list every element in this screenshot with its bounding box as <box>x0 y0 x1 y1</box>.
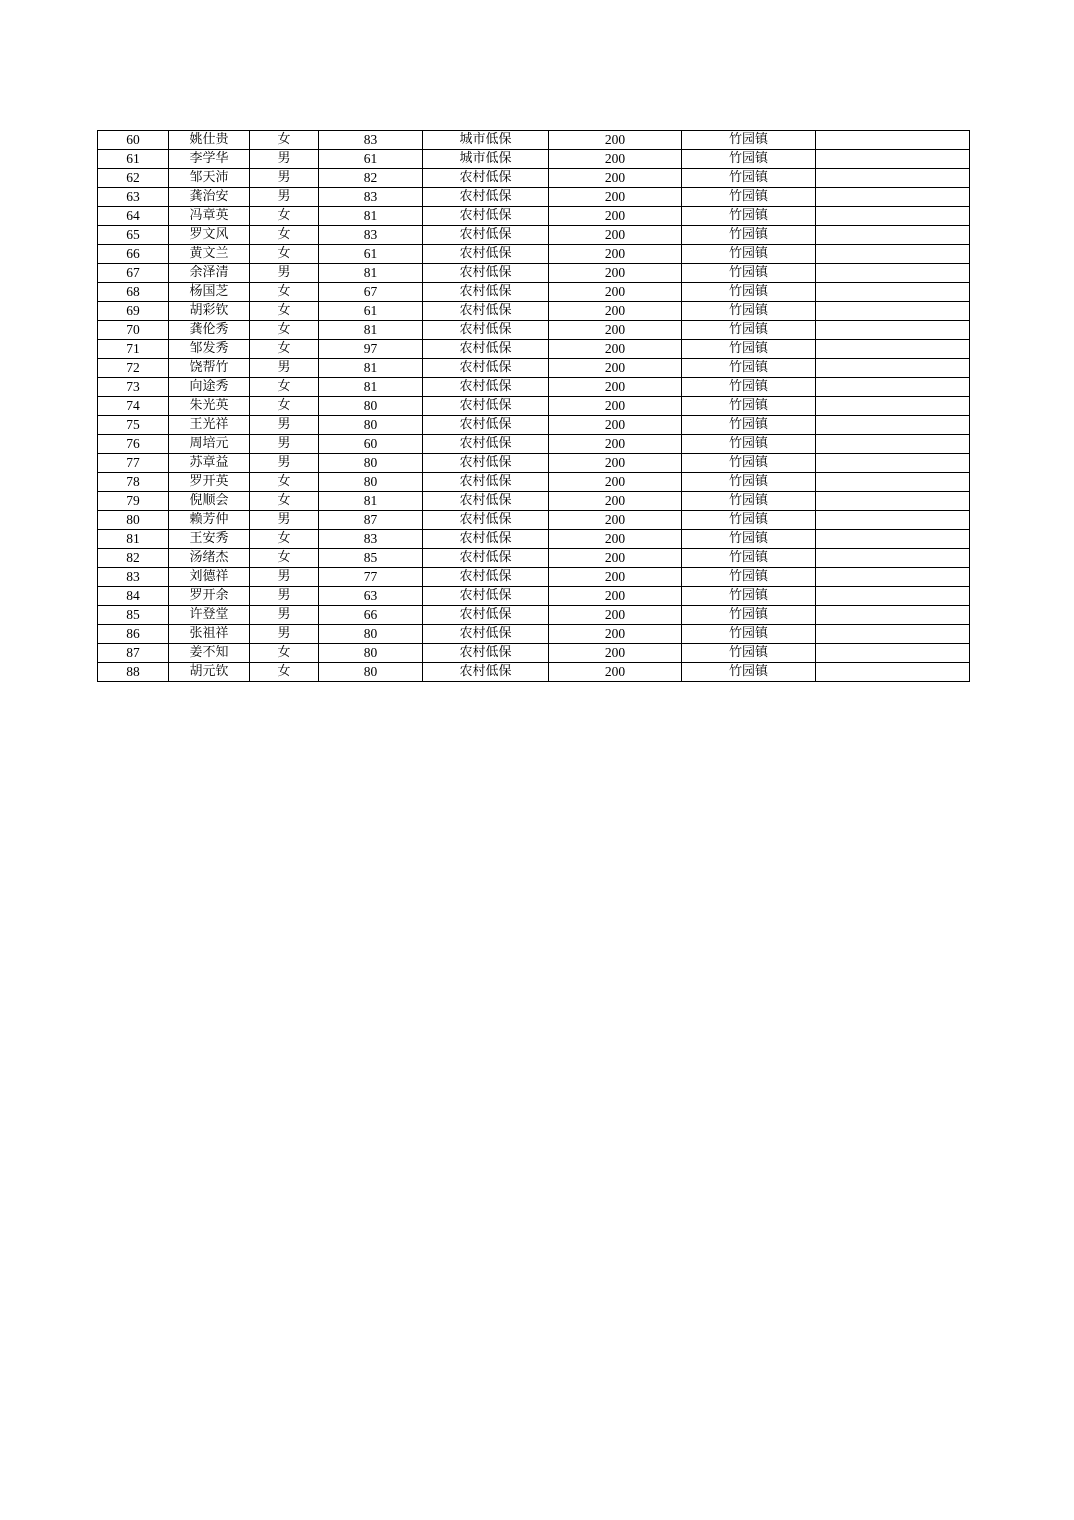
row-number-cell: 64 <box>98 207 169 226</box>
amount-cell: 200 <box>549 131 682 150</box>
row-number-cell: 77 <box>98 454 169 473</box>
aid-type-cell: 农村低保 <box>423 530 549 549</box>
gender-cell: 女 <box>250 283 319 302</box>
amount-cell: 200 <box>549 188 682 207</box>
age-cell: 83 <box>319 226 423 245</box>
table-row <box>98 435 970 454</box>
amount-cell: 200 <box>549 435 682 454</box>
row-number-cell: 60 <box>98 131 169 150</box>
row-number-cell: 70 <box>98 321 169 340</box>
age-cell: 80 <box>319 397 423 416</box>
town-cell: 竹园镇 <box>682 321 816 340</box>
row-number-cell: 67 <box>98 264 169 283</box>
age-cell: 80 <box>319 454 423 473</box>
aid-type-cell: 农村低保 <box>423 245 549 264</box>
town-cell: 竹园镇 <box>682 131 816 150</box>
amount-cell: 200 <box>549 663 682 682</box>
name-cell: 冯章英 <box>169 207 250 226</box>
row-number-cell: 88 <box>98 663 169 682</box>
name-cell: 余泽清 <box>169 264 250 283</box>
table-row <box>98 530 970 549</box>
remark-cell <box>816 473 970 492</box>
name-cell: 汤绪杰 <box>169 549 250 568</box>
age-cell: 81 <box>319 492 423 511</box>
row-number-cell: 78 <box>98 473 169 492</box>
row-number-cell: 80 <box>98 511 169 530</box>
table-row <box>98 663 970 682</box>
aid-type-cell: 农村低保 <box>423 625 549 644</box>
table-row <box>98 492 970 511</box>
amount-cell: 200 <box>549 359 682 378</box>
gender-cell: 女 <box>250 302 319 321</box>
name-cell: 王安秀 <box>169 530 250 549</box>
amount-cell: 200 <box>549 378 682 397</box>
gender-cell: 女 <box>250 549 319 568</box>
aid-type-cell: 农村低保 <box>423 473 549 492</box>
remark-cell <box>816 169 970 188</box>
gender-cell: 女 <box>250 226 319 245</box>
remark-cell <box>816 321 970 340</box>
town-cell: 竹园镇 <box>682 207 816 226</box>
remark-cell <box>816 302 970 321</box>
table-row <box>98 549 970 568</box>
remark-cell <box>816 378 970 397</box>
age-cell: 83 <box>319 530 423 549</box>
amount-cell: 200 <box>549 644 682 663</box>
age-cell: 81 <box>319 378 423 397</box>
table-row <box>98 378 970 397</box>
row-number-cell: 83 <box>98 568 169 587</box>
row-number-cell: 82 <box>98 549 169 568</box>
gender-cell: 男 <box>250 511 319 530</box>
age-cell: 81 <box>319 264 423 283</box>
gender-cell: 男 <box>250 454 319 473</box>
age-cell: 67 <box>319 283 423 302</box>
age-cell: 80 <box>319 625 423 644</box>
table-row <box>98 131 970 150</box>
aid-type-cell: 农村低保 <box>423 169 549 188</box>
amount-cell: 200 <box>549 207 682 226</box>
name-cell: 王光祥 <box>169 416 250 435</box>
amount-cell: 200 <box>549 454 682 473</box>
row-number-cell: 85 <box>98 606 169 625</box>
amount-cell: 200 <box>549 340 682 359</box>
town-cell: 竹园镇 <box>682 245 816 264</box>
name-cell: 赖芳仲 <box>169 511 250 530</box>
table-row <box>98 169 970 188</box>
town-cell: 竹园镇 <box>682 663 816 682</box>
gender-cell: 男 <box>250 359 319 378</box>
gender-cell: 女 <box>250 492 319 511</box>
table-body <box>98 131 970 682</box>
town-cell: 竹园镇 <box>682 264 816 283</box>
remark-cell <box>816 226 970 245</box>
table-row <box>98 302 970 321</box>
table-row <box>98 207 970 226</box>
town-cell: 竹园镇 <box>682 397 816 416</box>
table-row <box>98 150 970 169</box>
amount-cell: 200 <box>549 321 682 340</box>
name-cell: 罗开英 <box>169 473 250 492</box>
town-cell: 竹园镇 <box>682 226 816 245</box>
remark-cell <box>816 435 970 454</box>
table-row <box>98 264 970 283</box>
remark-cell <box>816 587 970 606</box>
table-row <box>98 188 970 207</box>
name-cell: 周培元 <box>169 435 250 454</box>
town-cell: 竹园镇 <box>682 340 816 359</box>
amount-cell: 200 <box>549 283 682 302</box>
aid-type-cell: 农村低保 <box>423 397 549 416</box>
row-number-cell: 75 <box>98 416 169 435</box>
name-cell: 李学华 <box>169 150 250 169</box>
row-number-cell: 84 <box>98 587 169 606</box>
name-cell: 向途秀 <box>169 378 250 397</box>
aid-type-cell: 农村低保 <box>423 378 549 397</box>
row-number-cell: 61 <box>98 150 169 169</box>
remark-cell <box>816 530 970 549</box>
gender-cell: 女 <box>250 530 319 549</box>
name-cell: 胡元钦 <box>169 663 250 682</box>
gender-cell: 女 <box>250 663 319 682</box>
gender-cell: 男 <box>250 625 319 644</box>
remark-cell <box>816 264 970 283</box>
table-row <box>98 226 970 245</box>
town-cell: 竹园镇 <box>682 454 816 473</box>
age-cell: 81 <box>319 207 423 226</box>
name-cell: 罗开余 <box>169 587 250 606</box>
table-row <box>98 644 970 663</box>
aid-type-cell: 城市低保 <box>423 131 549 150</box>
aid-type-cell: 农村低保 <box>423 283 549 302</box>
name-cell: 张祖祥 <box>169 625 250 644</box>
gender-cell: 男 <box>250 188 319 207</box>
table-row <box>98 283 970 302</box>
aid-type-cell: 农村低保 <box>423 416 549 435</box>
name-cell: 倪顺会 <box>169 492 250 511</box>
table-row <box>98 511 970 530</box>
name-cell: 朱光英 <box>169 397 250 416</box>
town-cell: 竹园镇 <box>682 549 816 568</box>
age-cell: 82 <box>319 169 423 188</box>
town-cell: 竹园镇 <box>682 606 816 625</box>
amount-cell: 200 <box>549 416 682 435</box>
town-cell: 竹园镇 <box>682 283 816 302</box>
age-cell: 81 <box>319 321 423 340</box>
aid-type-cell: 农村低保 <box>423 587 549 606</box>
age-cell: 80 <box>319 416 423 435</box>
town-cell: 竹园镇 <box>682 150 816 169</box>
row-number-cell: 76 <box>98 435 169 454</box>
name-cell: 罗文风 <box>169 226 250 245</box>
town-cell: 竹园镇 <box>682 492 816 511</box>
town-cell: 竹园镇 <box>682 169 816 188</box>
remark-cell <box>816 492 970 511</box>
amount-cell: 200 <box>549 492 682 511</box>
remark-cell <box>816 568 970 587</box>
remark-cell <box>816 150 970 169</box>
town-cell: 竹园镇 <box>682 359 816 378</box>
table-row <box>98 321 970 340</box>
name-cell: 刘德祥 <box>169 568 250 587</box>
amount-cell: 200 <box>549 302 682 321</box>
gender-cell: 男 <box>250 169 319 188</box>
aid-type-cell: 农村低保 <box>423 492 549 511</box>
town-cell: 竹园镇 <box>682 302 816 321</box>
town-cell: 竹园镇 <box>682 644 816 663</box>
amount-cell: 200 <box>549 150 682 169</box>
aid-type-cell: 农村低保 <box>423 435 549 454</box>
name-cell: 黄文兰 <box>169 245 250 264</box>
row-number-cell: 79 <box>98 492 169 511</box>
remark-cell <box>816 359 970 378</box>
remark-cell <box>816 606 970 625</box>
remark-cell <box>816 644 970 663</box>
name-cell: 许登堂 <box>169 606 250 625</box>
age-cell: 97 <box>319 340 423 359</box>
table-row <box>98 625 970 644</box>
town-cell: 竹园镇 <box>682 473 816 492</box>
town-cell: 竹园镇 <box>682 416 816 435</box>
row-number-cell: 62 <box>98 169 169 188</box>
aid-type-cell: 农村低保 <box>423 188 549 207</box>
aid-type-cell: 农村低保 <box>423 359 549 378</box>
town-cell: 竹园镇 <box>682 587 816 606</box>
amount-cell: 200 <box>549 587 682 606</box>
age-cell: 87 <box>319 511 423 530</box>
aid-type-cell: 农村低保 <box>423 644 549 663</box>
aid-type-cell: 农村低保 <box>423 549 549 568</box>
table-row <box>98 606 970 625</box>
amount-cell: 200 <box>549 625 682 644</box>
row-number-cell: 81 <box>98 530 169 549</box>
gender-cell: 女 <box>250 321 319 340</box>
gender-cell: 女 <box>250 131 319 150</box>
gender-cell: 女 <box>250 245 319 264</box>
name-cell: 龚伦秀 <box>169 321 250 340</box>
row-number-cell: 69 <box>98 302 169 321</box>
gender-cell: 男 <box>250 416 319 435</box>
age-cell: 60 <box>319 435 423 454</box>
row-number-cell: 66 <box>98 245 169 264</box>
gender-cell: 男 <box>250 150 319 169</box>
row-number-cell: 65 <box>98 226 169 245</box>
table-row <box>98 359 970 378</box>
row-number-cell: 71 <box>98 340 169 359</box>
age-cell: 61 <box>319 245 423 264</box>
aid-type-cell: 农村低保 <box>423 340 549 359</box>
row-number-cell: 86 <box>98 625 169 644</box>
age-cell: 63 <box>319 587 423 606</box>
remark-cell <box>816 663 970 682</box>
aid-type-cell: 农村低保 <box>423 264 549 283</box>
aid-type-cell: 农村低保 <box>423 568 549 587</box>
age-cell: 61 <box>319 150 423 169</box>
age-cell: 83 <box>319 188 423 207</box>
remark-cell <box>816 207 970 226</box>
age-cell: 66 <box>319 606 423 625</box>
table-row <box>98 568 970 587</box>
name-cell: 姜不知 <box>169 644 250 663</box>
amount-cell: 200 <box>549 264 682 283</box>
age-cell: 83 <box>319 131 423 150</box>
age-cell: 85 <box>319 549 423 568</box>
age-cell: 77 <box>319 568 423 587</box>
aid-type-cell: 农村低保 <box>423 606 549 625</box>
aid-type-cell: 农村低保 <box>423 207 549 226</box>
gender-cell: 男 <box>250 587 319 606</box>
remark-cell <box>816 245 970 264</box>
amount-cell: 200 <box>549 245 682 264</box>
aid-type-cell: 城市低保 <box>423 150 549 169</box>
age-cell: 80 <box>319 663 423 682</box>
name-cell: 饶帮竹 <box>169 359 250 378</box>
table-row <box>98 587 970 606</box>
gender-cell: 女 <box>250 378 319 397</box>
remark-cell <box>816 625 970 644</box>
gender-cell: 女 <box>250 340 319 359</box>
row-number-cell: 73 <box>98 378 169 397</box>
amount-cell: 200 <box>549 511 682 530</box>
age-cell: 81 <box>319 359 423 378</box>
aid-type-cell: 农村低保 <box>423 321 549 340</box>
amount-cell: 200 <box>549 169 682 188</box>
aid-type-cell: 农村低保 <box>423 663 549 682</box>
age-cell: 80 <box>319 473 423 492</box>
name-cell: 胡彩钦 <box>169 302 250 321</box>
town-cell: 竹园镇 <box>682 378 816 397</box>
town-cell: 竹园镇 <box>682 435 816 454</box>
remark-cell <box>816 188 970 207</box>
name-cell: 苏章益 <box>169 454 250 473</box>
gender-cell: 女 <box>250 473 319 492</box>
amount-cell: 200 <box>549 397 682 416</box>
amount-cell: 200 <box>549 473 682 492</box>
row-number-cell: 72 <box>98 359 169 378</box>
town-cell: 竹园镇 <box>682 625 816 644</box>
table-row <box>98 245 970 264</box>
row-number-cell: 87 <box>98 644 169 663</box>
amount-cell: 200 <box>549 530 682 549</box>
amount-cell: 200 <box>549 226 682 245</box>
gender-cell: 男 <box>250 606 319 625</box>
table-row <box>98 397 970 416</box>
table-row <box>98 416 970 435</box>
row-number-cell: 63 <box>98 188 169 207</box>
remark-cell <box>816 397 970 416</box>
remark-cell <box>816 454 970 473</box>
gender-cell: 男 <box>250 568 319 587</box>
remark-cell <box>816 131 970 150</box>
table-row <box>98 340 970 359</box>
aid-type-cell: 农村低保 <box>423 302 549 321</box>
town-cell: 竹园镇 <box>682 530 816 549</box>
remark-cell <box>816 549 970 568</box>
age-cell: 80 <box>319 644 423 663</box>
gender-cell: 男 <box>250 435 319 454</box>
name-cell: 龚治安 <box>169 188 250 207</box>
remark-cell <box>816 340 970 359</box>
row-number-cell: 68 <box>98 283 169 302</box>
age-cell: 61 <box>319 302 423 321</box>
gender-cell: 女 <box>250 644 319 663</box>
amount-cell: 200 <box>549 606 682 625</box>
gender-cell: 女 <box>250 207 319 226</box>
aid-type-cell: 农村低保 <box>423 226 549 245</box>
name-cell: 邹天沛 <box>169 169 250 188</box>
amount-cell: 200 <box>549 549 682 568</box>
amount-cell: 200 <box>549 568 682 587</box>
data-table <box>97 130 970 682</box>
town-cell: 竹园镇 <box>682 568 816 587</box>
remark-cell <box>816 283 970 302</box>
name-cell: 邹发秀 <box>169 340 250 359</box>
remark-cell <box>816 416 970 435</box>
town-cell: 竹园镇 <box>682 511 816 530</box>
table-row <box>98 473 970 492</box>
aid-type-cell: 农村低保 <box>423 454 549 473</box>
aid-type-cell: 农村低保 <box>423 511 549 530</box>
gender-cell: 女 <box>250 397 319 416</box>
town-cell: 竹园镇 <box>682 188 816 207</box>
remark-cell <box>816 511 970 530</box>
gender-cell: 男 <box>250 264 319 283</box>
row-number-cell: 74 <box>98 397 169 416</box>
table-row <box>98 454 970 473</box>
name-cell: 姚仕贵 <box>169 131 250 150</box>
name-cell: 杨国芝 <box>169 283 250 302</box>
